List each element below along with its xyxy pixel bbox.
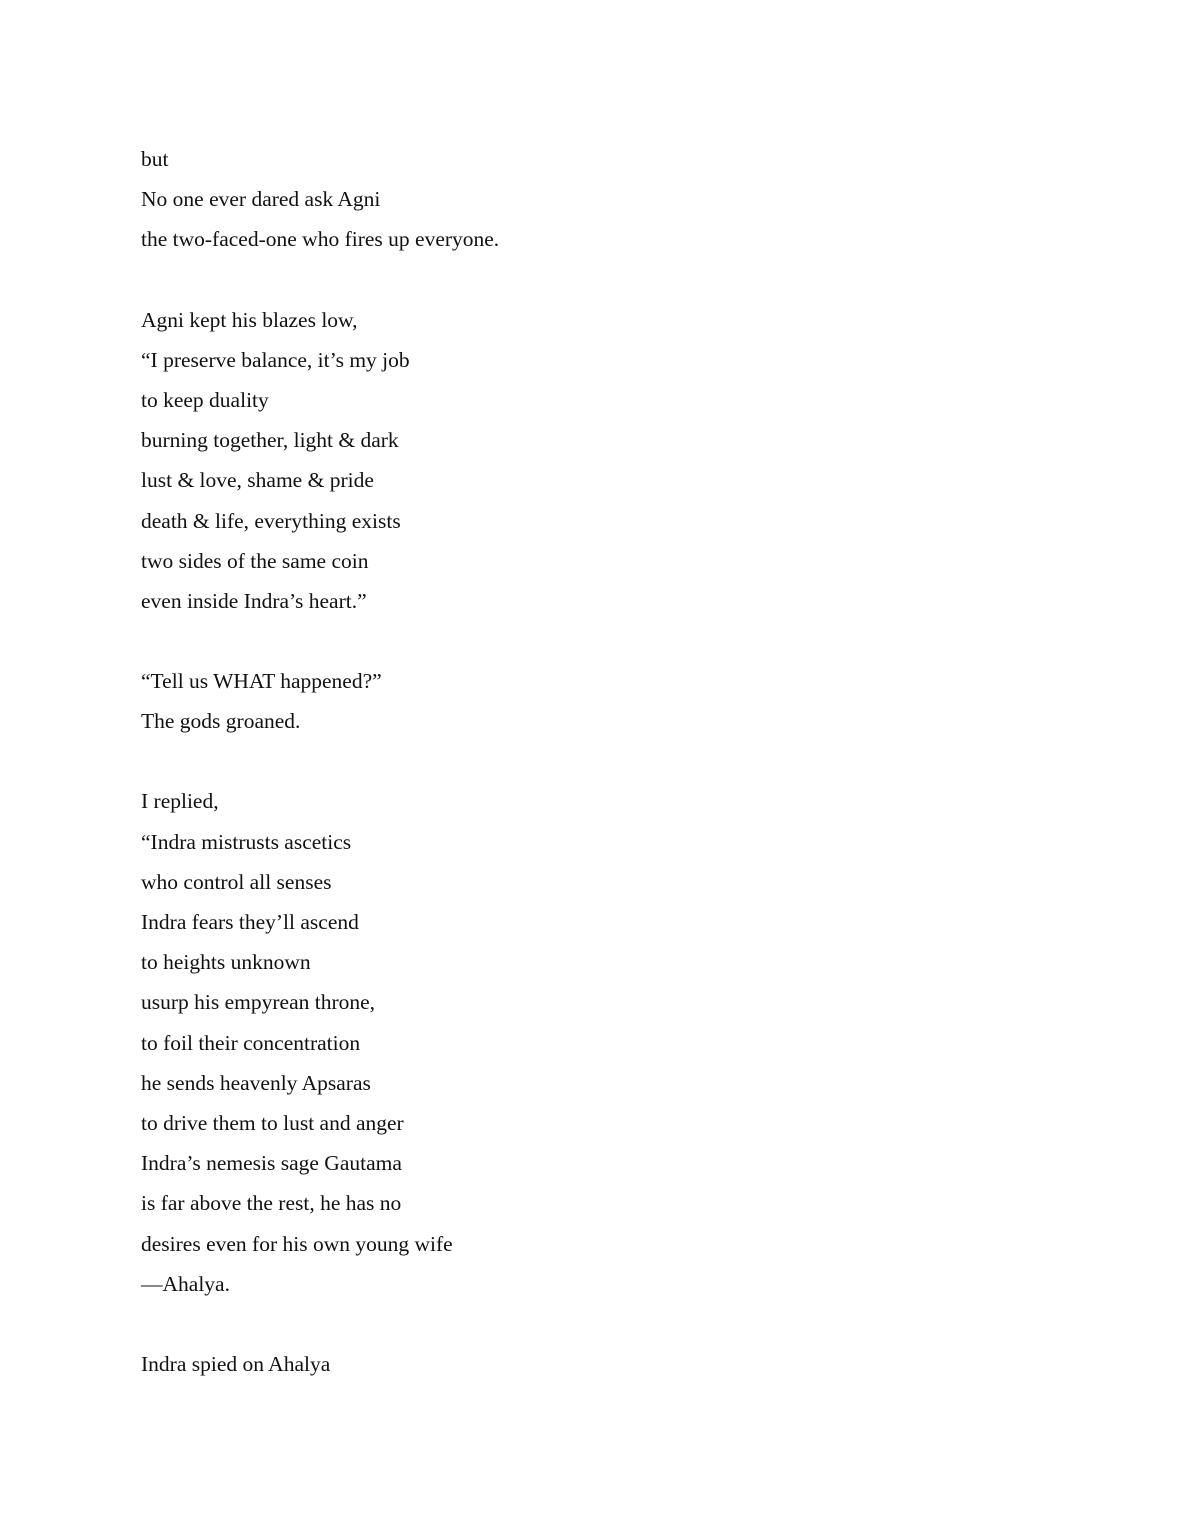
poem-line: desires even for his own young wife (141, 1231, 453, 1256)
poem-line: “Tell us WHAT happened?” (141, 669, 382, 694)
poem-line: to heights unknown (141, 950, 311, 975)
poem-line: Agni kept his blazes low, (141, 307, 358, 332)
poem-line: Indra spied on Ahalya (141, 1351, 331, 1376)
poem-line: but (141, 147, 169, 171)
poem-line: he sends heavenly Apsaras (141, 1070, 371, 1095)
poem-line: I replied, (141, 789, 219, 814)
poem-line: “I preserve balance, it’s my job (141, 347, 410, 372)
poem-line: The gods groaned. (141, 709, 301, 734)
stanza-1 (141, 139, 1041, 260)
stanza-3 (141, 661, 1041, 741)
poem-line: who control all senses (141, 869, 332, 894)
stanza-2 (141, 300, 1041, 622)
poem-line: No one ever dared ask Agni (141, 187, 381, 212)
poem-line: death & life, everything exists (141, 508, 401, 533)
poem-body (141, 139, 1041, 1424)
poem-line: —Ahalya. (141, 1271, 230, 1296)
poem-line: “Indra mistrusts ascetics (141, 829, 352, 854)
poem-line: burning together, light & dark (141, 428, 399, 453)
poem-line: the two-faced-one who fires up everyone. (141, 227, 500, 252)
poem-line: two sides of the same coin (141, 548, 369, 573)
stanza-5 (141, 1344, 1041, 1384)
poem-line: even inside Indra’s heart.” (141, 588, 367, 613)
poem-line: to drive them to lust and anger (141, 1110, 404, 1135)
poem-line: is far above the rest, he has no (141, 1191, 402, 1216)
poem-line: to keep duality (141, 387, 269, 412)
stanza-4 (141, 781, 1041, 1303)
poem-line: Indra fears they’ll ascend (141, 910, 359, 934)
poem-line: lust & love, shame & pride (141, 468, 374, 493)
poem-line: to foil their concentration (141, 1030, 361, 1055)
poem-line: Indra’s nemesis sage Gautama (141, 1151, 402, 1176)
poem-line: usurp his empyrean throne, (141, 990, 376, 1015)
